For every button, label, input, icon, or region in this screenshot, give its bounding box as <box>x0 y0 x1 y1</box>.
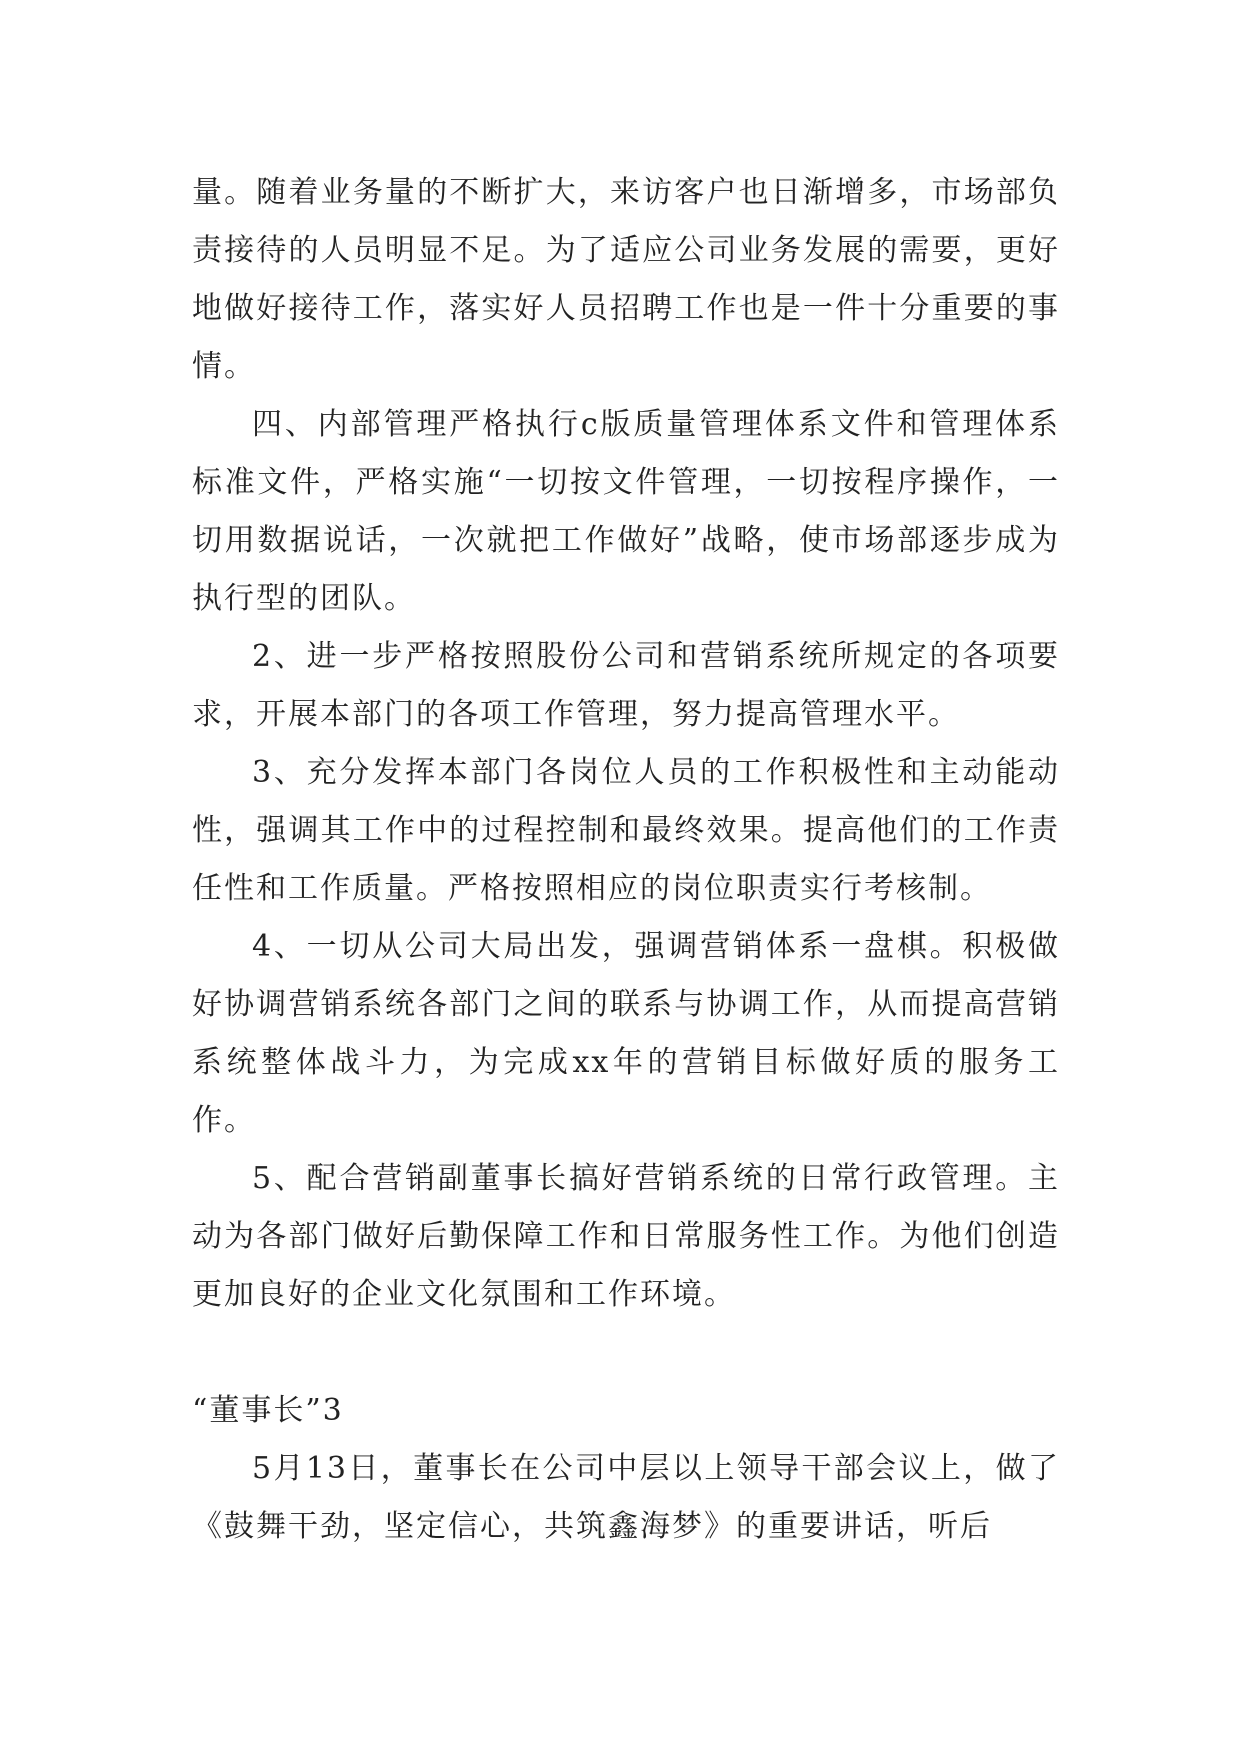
paragraph-continuation: 量。随着业务量的不断扩大，来访客户也日渐增多，市场部负责接待的人员明显不足。为了适应公司业务发展的需要，更好地做好接待工作，落实好人员招聘工作也是一件十分重要的事情。 <box>192 175 1060 384</box>
section-heading: “董事长”3 <box>192 1393 344 1428</box>
section-spacer <box>192 1324 1060 1382</box>
paragraph-four-internal-management: 四、内部管理严格执行c版质量管理体系文件和管理体系标准文件，严格实施“一切按文件管理，一切按程序操作，一切用数据说话，一次就把工作做好”战略，使市场部逐步成为执行型的团队。 <box>192 407 1060 616</box>
paragraph-item-3: 3、充分发挥本部门各岗位人员的工作积极性和主动能动性，强调其工作中的过程控制和最终效果。提高他们的工作责任性和工作质量。严格按照相应的岗位职责实行考核制。 <box>192 755 1060 906</box>
paragraph-item-5: 5、配合营销副董事长搞好营销系统的日常行政管理。主动为各部门做好后勤保障工作和日常服务性工作。为他们创造更加良好的企业文化氛围和工作环境。 <box>192 1161 1060 1312</box>
section-paragraph: 5月13日，董事长在公司中层以上领导干部会议上，做了《鼓舞干劲，坚定信心，共筑鑫海梦》的重要讲话，听后 <box>192 1451 1060 1544</box>
document-body <box>192 164 1060 1556</box>
paragraph-item-2: 2、进一步严格按照股份公司和营销系统所规定的各项要求，开展本部门的各项工作管理，努力提高管理水平。 <box>192 639 1060 732</box>
paragraph-item-4: 4、一切从公司大局出发，强调营销体系一盘棋。积极做好协调营销系统各部门之间的联系与协调工作，从而提高营销系统整体战斗力，为完成xx年的营销目标做好质的服务工作。 <box>192 929 1060 1138</box>
